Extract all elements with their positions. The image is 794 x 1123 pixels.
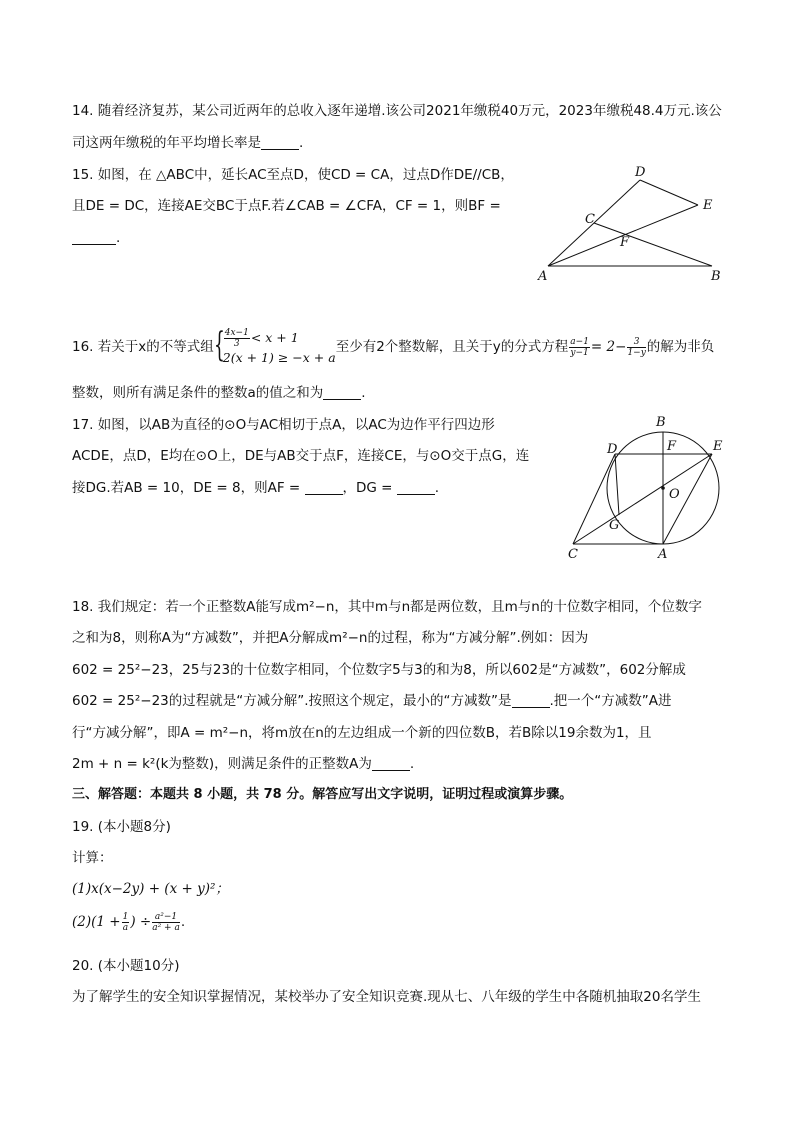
answer-blank <box>512 693 550 708</box>
fraction: $\frac{a-1}{y-1}$ <box>570 336 589 358</box>
label-g: G <box>609 518 620 533</box>
answer-blank <box>372 756 410 771</box>
label-e: E <box>713 439 723 454</box>
label-e: E <box>703 198 713 213</box>
q15-triangle-figure <box>530 160 730 288</box>
segment-de <box>640 180 698 205</box>
q18-line5: 行“方减分解”，即A = m²−n，将m放在n的左边组成一个新的四位数B，若B除以19余数为1，且 <box>72 725 652 741</box>
q19-part2: (2)(1 + $\frac{1}{a}$ ) ÷ $\frac{\text{a²−1}}{\text{a² + a}}$ . <box>72 911 186 933</box>
inequality-system: { $\frac{4x-1}{3}$ < x + 1 2(x + 1) ≥ −x + a <box>213 325 336 365</box>
fraction: $\frac{3}{1-y}$ <box>627 336 646 358</box>
q15-line1: 15. 如图，在 △ABC中，延长AC至点D，使CD = CA，过点D作DE//CB， <box>72 167 514 183</box>
fraction: $\frac{\text{a²−1}}{\text{a² + a}}$ <box>152 911 180 933</box>
q16-line2: 整数，则所有满足条件的整数a的值之和为 . <box>72 385 366 401</box>
q18-line2: 之和为8，则称A为“方减数”，并把A分解成m²−n的过程，称为“方减分解”.例如：因为 <box>72 630 589 646</box>
section-heading: 三、解答题：本题共 8 小题，共 78 分。解答应写出文字说明，证明过程或演算步骤。 <box>72 787 573 802</box>
q20-title: 20. (本小题10分) <box>72 958 180 974</box>
label-c: C <box>568 547 578 562</box>
label-a: A <box>658 547 668 562</box>
center-point <box>661 486 665 490</box>
label-a: A <box>538 269 548 284</box>
q19-title: 19. (本小题8分) <box>72 819 171 835</box>
q19-intro: 计算： <box>72 850 113 866</box>
answer-blank <box>72 230 116 245</box>
segment-cb <box>594 223 712 266</box>
label-f: F <box>620 235 630 250</box>
q16-line1: 16. 若关于x的不等式组 { $\frac{4x-1}{3}$ < x + 1 2(x + 1) ≥ −x + a 至少有2个整数解，且关于y的分式方程 $\frac{a-1}{y-1}$ = 2− $\frac{3}{1-y}$ 的解为非负 <box>72 325 715 365</box>
q15-line3: . <box>72 228 120 248</box>
q14-line1: 14. 随着经济复苏，某公司近两年的总收入逐年递增.该公司2021年缴税40万元，2023年缴税48.4万元.该公 <box>72 103 722 119</box>
label-d: D <box>607 442 618 457</box>
q20-line1: 为了解学生的安全知识掌握情况，某校举办了安全知识竞赛.现从七、八年级的学生中各随机抽取20名学生 <box>72 989 701 1005</box>
label-f: F <box>667 439 677 454</box>
answer-blank <box>305 480 343 495</box>
label-d: D <box>635 165 646 180</box>
q14-line2: 司这两年缴税的年平均增长率是 . <box>72 135 304 151</box>
q19-part1: (1)x(x−2y) + (x + y)²； <box>72 881 229 897</box>
label-b: B <box>656 415 666 430</box>
fraction: $\frac{1}{a}$ <box>122 911 129 933</box>
q15-line2: 且DE = DC，连接AE交BC于点F.若∠CAB = ∠CFA，CF = 1，则BF = <box>72 198 501 214</box>
answer-blank <box>261 135 299 150</box>
q17-line1: 17. 如图，以AB为直径的⊙O与AC相切于点A，以AC为边作平行四边形 <box>72 417 495 433</box>
q18-line6: 2m + n = k²(k为整数)，则满足条件的正整数A为 . <box>72 756 415 772</box>
answer-blank <box>397 480 435 495</box>
q18-line4: 602 = 25²−23的过程就是“方减分解”.按照这个规定，最小的“方减数”是 .把一个“方减数”A进 <box>72 693 672 709</box>
segment-dg <box>615 454 619 515</box>
q17-circle-figure <box>560 410 740 564</box>
label-c: C <box>585 212 595 227</box>
q17-line3: 接DG.若AB = 10，DE = 8，则AF = ，DG = . <box>72 480 440 496</box>
q18-line1: 18. 我们规定：若一个正整数A能写成m²−n，其中m与n都是两位数，且m与n的十位数字相同，个位数字 <box>72 599 702 615</box>
label-o: O <box>669 487 680 502</box>
q17-line2: ACDE，点D，E均在⊙O上，DE与AB交于点F，连接CE，与⊙O交于点G，连 <box>72 448 530 464</box>
label-b: B <box>711 269 721 284</box>
q18-line3: 602 = 25²−23，25与23的十位数字相同，个位数字5与3的和为8，所以602是“方减数”，602分解成 <box>72 662 686 678</box>
answer-blank <box>323 385 361 400</box>
